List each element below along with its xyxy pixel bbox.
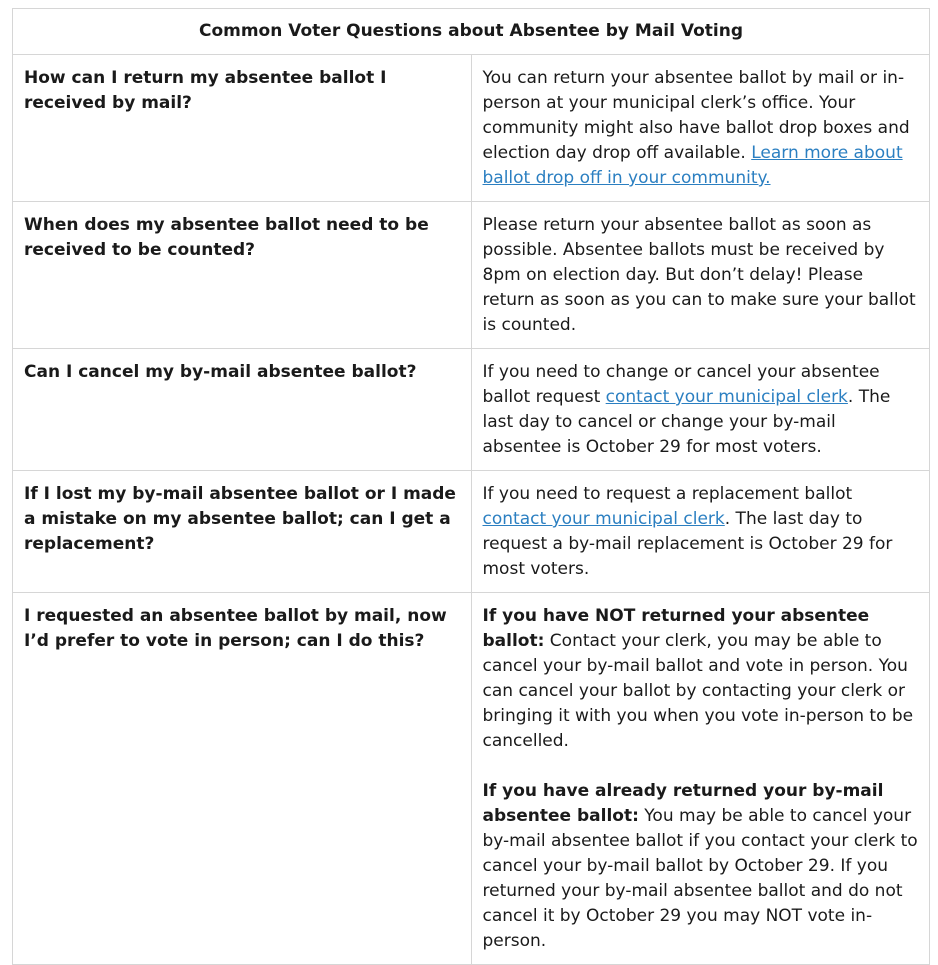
question-cell: How can I return my absentee ballot I received by mail? bbox=[13, 55, 472, 202]
ballot-drop-off-link[interactable]: Learn more about ballot drop off in your community. bbox=[482, 143, 903, 188]
question-cell: I requested an absentee ballot by mail, now I’d prefer to vote in person; can I do this? bbox=[13, 593, 472, 965]
table-title: Common Voter Questions about Absentee by Mail Voting bbox=[13, 9, 930, 55]
answer-cell bbox=[471, 349, 930, 471]
question-cell: When does my absentee ballot need to be received to be counted? bbox=[13, 202, 472, 349]
question-cell: Can I cancel my by-mail absentee ballot? bbox=[13, 349, 472, 471]
answer-cell bbox=[471, 593, 930, 965]
answer-heading: If you have NOT returned your absentee ballot: bbox=[482, 606, 870, 651]
answer-text: You may be able to cancel your by-mail absentee ballot if you contact your clerk to cancel your by-mail ballot by October 29. If you returned your by-mail absentee ballot and do not cancel it by October 29 you may NOT vote in-person. bbox=[482, 806, 918, 951]
answer-text: . The last day to request a by-mail replacement is October 29 for most voters. bbox=[482, 509, 893, 579]
answer-text: You can return your absentee ballot by mail or in-person at your municipal clerk’s office. Your community might also have ballot drop boxes and election day drop off available. bbox=[482, 68, 910, 163]
answer-text: Contact your clerk, you may be able to cancel your by-mail ballot and vote in person. You can cancel your ballot by contacting your clerk or bringing it with you when you vote in-person to be cancelled. bbox=[482, 631, 914, 751]
table-header-row bbox=[13, 9, 930, 55]
answer-cell bbox=[471, 55, 930, 202]
contact-clerk-link[interactable]: contact your municipal clerk bbox=[482, 509, 725, 529]
answer-heading: If you have already returned your by-mail absentee ballot: bbox=[482, 781, 884, 826]
table-row bbox=[13, 349, 930, 471]
question-cell: If I lost my by-mail absentee ballot or I made a mistake on my absentee ballot; can I get a replacement? bbox=[13, 471, 472, 593]
answer-cell bbox=[471, 471, 930, 593]
paragraph-gap bbox=[483, 754, 920, 779]
answer-cell: Please return your absentee ballot as soon as possible. Absentee ballots must be received by 8pm on election day. But don’t delay! Please return as soon as you can to make sure your ballot is counted. bbox=[471, 202, 930, 349]
table-row bbox=[13, 593, 930, 965]
contact-clerk-link[interactable]: contact your municipal clerk bbox=[605, 387, 848, 407]
table-row bbox=[13, 55, 930, 202]
table-row bbox=[13, 202, 930, 349]
answer-text: If you need to request a replacement ballot bbox=[482, 484, 853, 504]
table-row bbox=[13, 471, 930, 593]
faq-table bbox=[12, 8, 930, 965]
answer-text: If you need to change or cancel your absentee ballot request bbox=[482, 362, 880, 407]
answer-text: . The last day to cancel or change your by-mail absentee is October 29 for most voters. bbox=[482, 387, 891, 457]
answer-paragraph-not-returned bbox=[483, 604, 920, 754]
answer-paragraph-already-returned bbox=[483, 779, 920, 954]
